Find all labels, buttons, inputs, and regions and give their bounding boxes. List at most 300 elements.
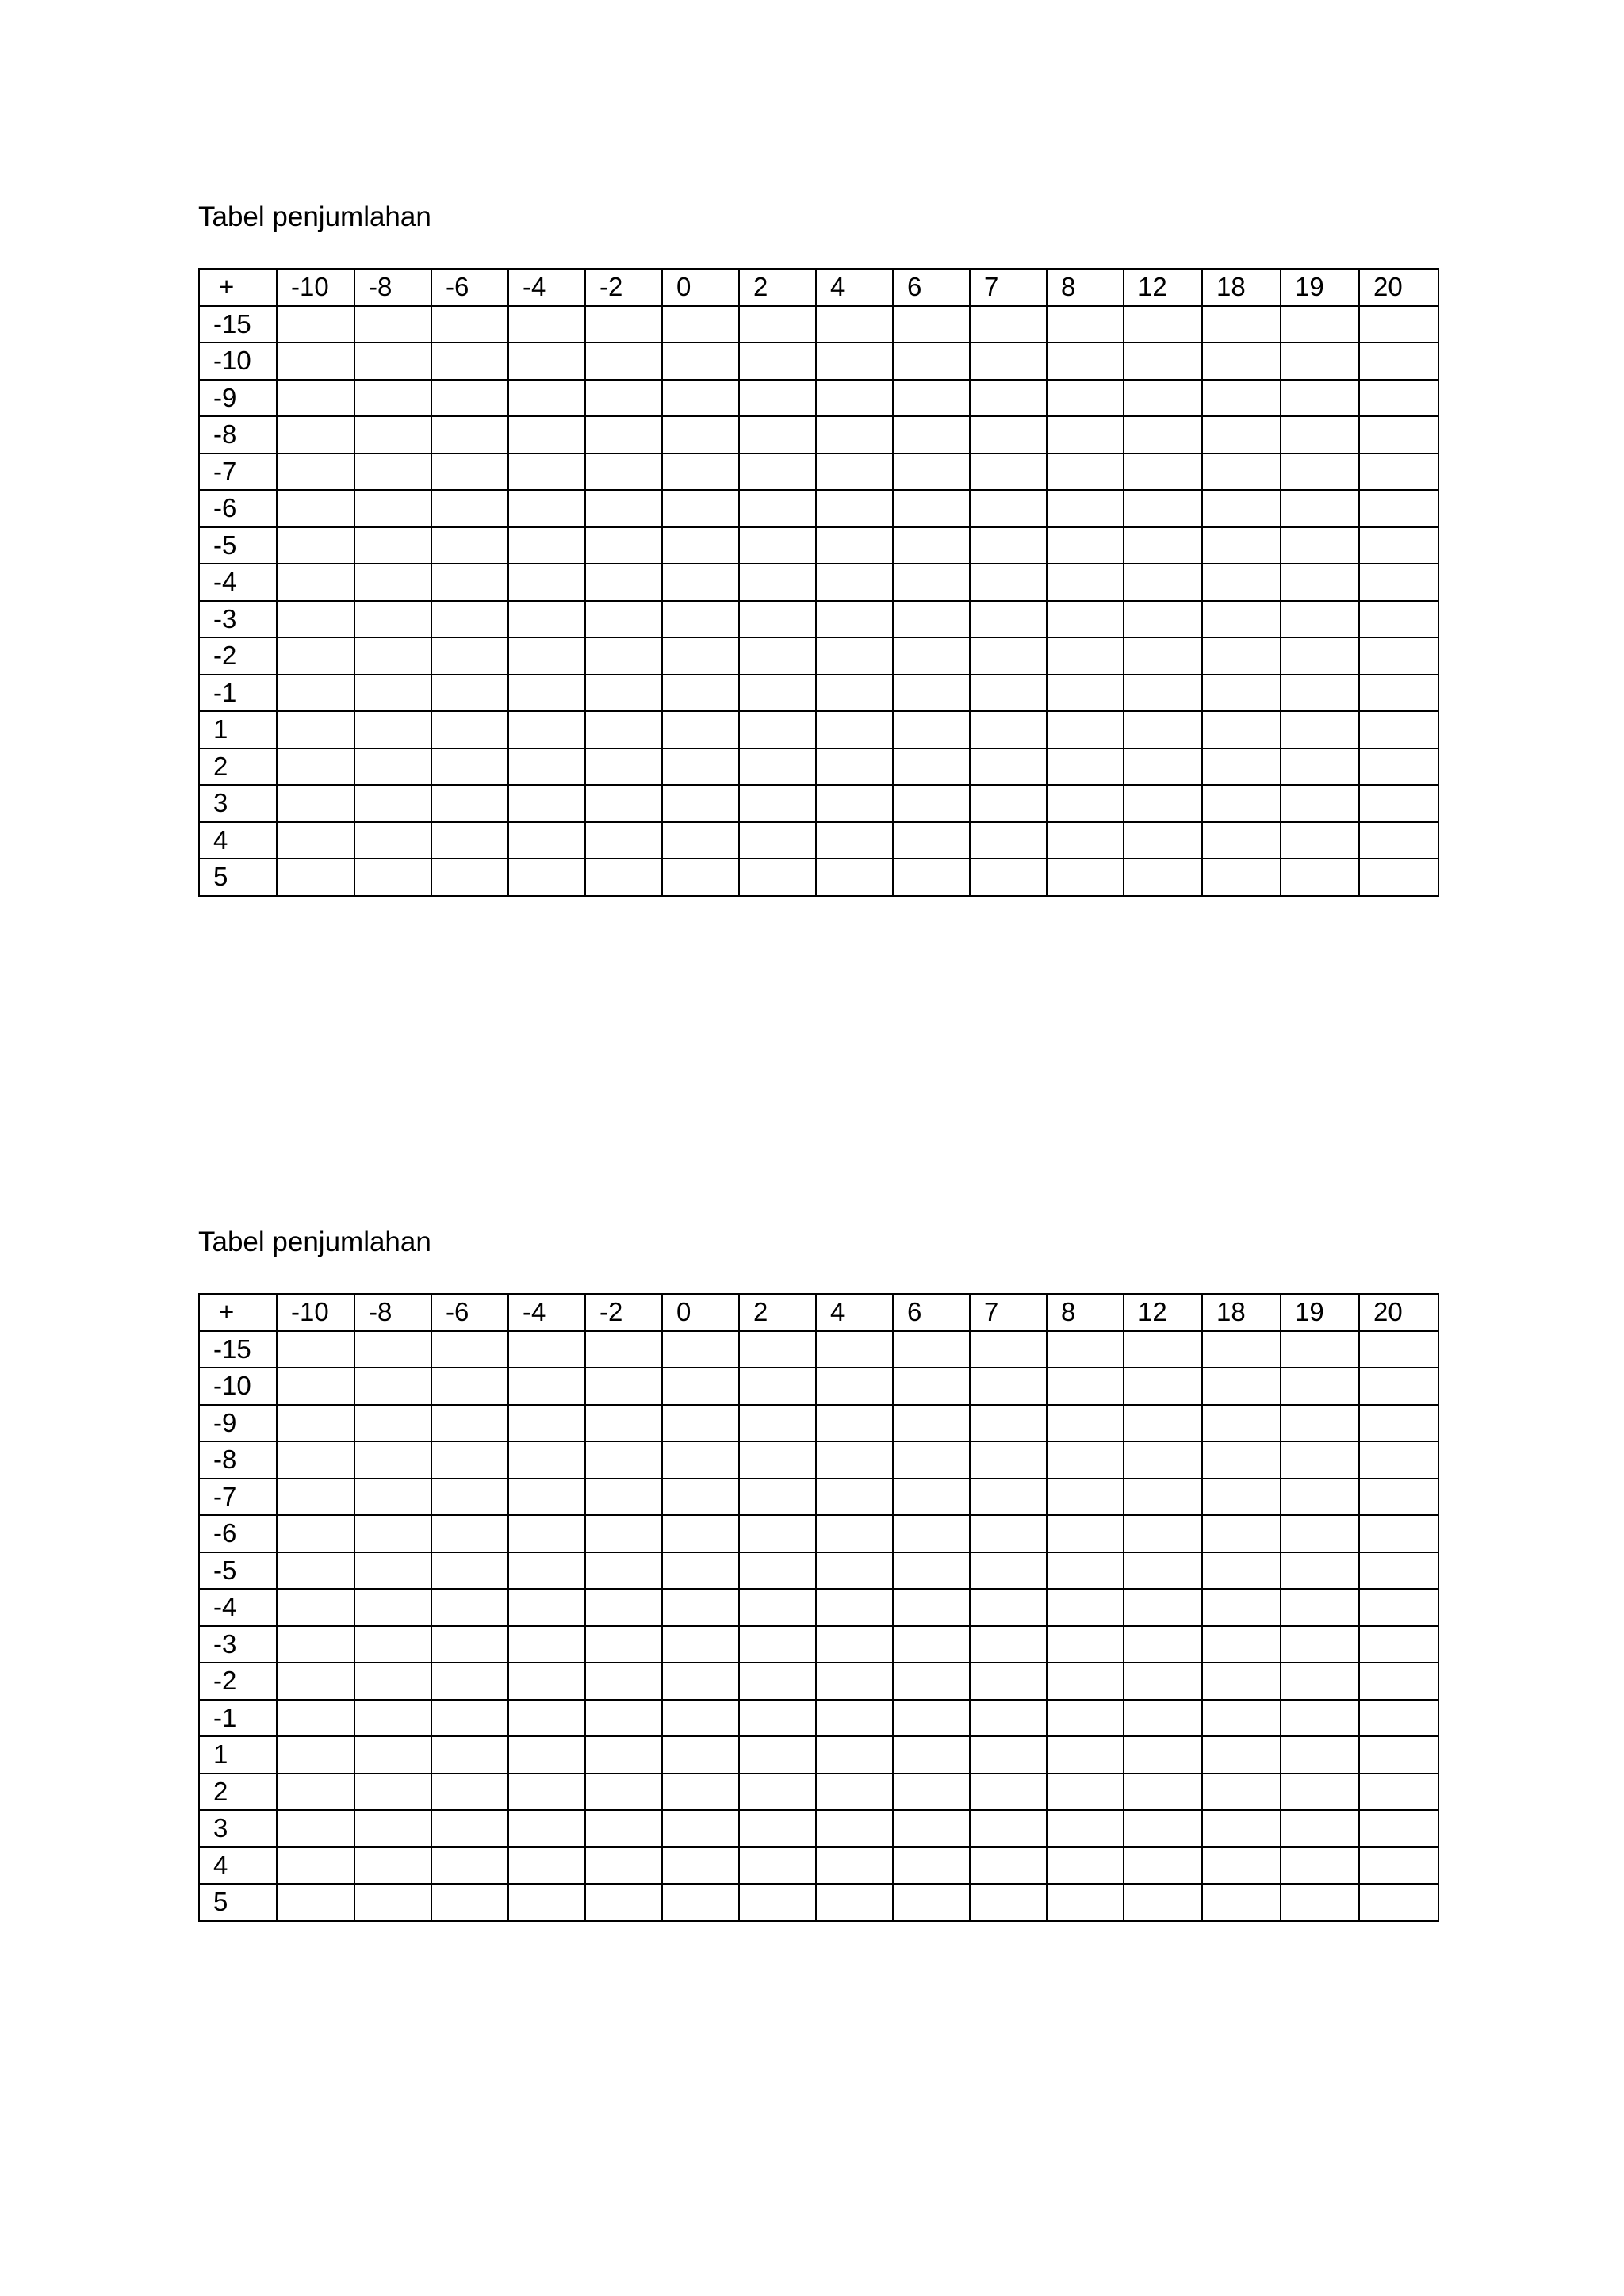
answer-cell (277, 1626, 354, 1663)
answer-cell (1281, 637, 1359, 675)
answer-cell (1281, 527, 1359, 564)
table-row (199, 1552, 1438, 1590)
answer-cell (1359, 1515, 1438, 1552)
answer-cell (1047, 1736, 1124, 1774)
answer-cell (585, 490, 662, 527)
answer-cell (1047, 1810, 1124, 1847)
answer-cell (585, 1368, 662, 1405)
column-header: 7 (970, 269, 1047, 306)
answer-cell (1202, 601, 1281, 638)
answer-cell (739, 1626, 816, 1663)
answer-cell (1359, 675, 1438, 712)
answer-cell (662, 1626, 739, 1663)
operator-cell: + (199, 1294, 277, 1331)
answer-cell (431, 675, 508, 712)
answer-cell (1281, 1847, 1359, 1885)
answer-cell (1124, 1368, 1202, 1405)
operator-cell: + (199, 269, 277, 306)
table-row (199, 1479, 1438, 1516)
answer-cell (970, 416, 1047, 453)
answer-cell (970, 1663, 1047, 1700)
answer-cell (508, 1589, 585, 1626)
answer-cell (970, 859, 1047, 896)
answer-cell (893, 1589, 970, 1626)
answer-cell (1202, 490, 1281, 527)
answer-cell (816, 453, 893, 491)
answer-cell (816, 785, 893, 822)
answer-cell (1202, 1700, 1281, 1737)
answer-cell (1124, 1552, 1202, 1590)
answer-cell (431, 859, 508, 896)
answer-cell (662, 1884, 739, 1921)
column-header: 8 (1047, 269, 1124, 306)
answer-cell (1047, 1368, 1124, 1405)
row-header: -3 (199, 601, 277, 638)
answer-cell (816, 380, 893, 417)
answer-cell (1047, 380, 1124, 417)
answer-cell (354, 1847, 431, 1885)
table-row (199, 637, 1438, 675)
answer-cell (585, 1552, 662, 1590)
answer-cell (1359, 637, 1438, 675)
answer-cell (893, 1700, 970, 1737)
answer-cell (662, 1552, 739, 1590)
answer-cell (662, 637, 739, 675)
answer-cell (1281, 601, 1359, 638)
answer-cell (1359, 1700, 1438, 1737)
answer-cell (277, 1774, 354, 1811)
answer-cell (431, 1736, 508, 1774)
table-row (199, 859, 1438, 896)
answer-cell (431, 1331, 508, 1368)
row-header: -4 (199, 1589, 277, 1626)
answer-cell (431, 380, 508, 417)
answer-cell (970, 1479, 1047, 1516)
answer-cell (1281, 711, 1359, 748)
answer-cell (1359, 1663, 1438, 1700)
answer-cell (431, 1479, 508, 1516)
answer-cell (739, 1331, 816, 1368)
answer-cell (1047, 342, 1124, 380)
answer-cell (970, 1774, 1047, 1811)
answer-cell (431, 748, 508, 786)
answer-cell (508, 1552, 585, 1590)
answer-cell (431, 527, 508, 564)
column-header: 20 (1359, 269, 1438, 306)
answer-cell (277, 1884, 354, 1921)
answer-cell (508, 564, 585, 601)
row-header: -6 (199, 1515, 277, 1552)
row-header: 2 (199, 748, 277, 786)
answer-cell (1047, 1663, 1124, 1700)
answer-cell (431, 1663, 508, 1700)
answer-cell (1124, 306, 1202, 343)
answer-cell (970, 785, 1047, 822)
answer-cell (1124, 490, 1202, 527)
answer-cell (893, 342, 970, 380)
column-header: 12 (1124, 269, 1202, 306)
answer-cell (739, 822, 816, 859)
answer-cell (1202, 416, 1281, 453)
answer-cell (893, 711, 970, 748)
answer-cell (1359, 453, 1438, 491)
row-header: -1 (199, 1700, 277, 1737)
answer-cell (431, 785, 508, 822)
answer-cell (508, 1736, 585, 1774)
answer-cell (1124, 1479, 1202, 1516)
answer-cell (893, 490, 970, 527)
answer-cell (431, 1774, 508, 1811)
answer-cell (431, 1847, 508, 1885)
answer-cell (893, 1847, 970, 1885)
row-header: 3 (199, 785, 277, 822)
answer-cell (1202, 711, 1281, 748)
answer-cell (739, 675, 816, 712)
answer-cell (1124, 1331, 1202, 1368)
column-header: -8 (354, 269, 431, 306)
answer-cell (1359, 1331, 1438, 1368)
table-row (199, 453, 1438, 491)
row-header: -10 (199, 342, 277, 380)
answer-cell (1124, 453, 1202, 491)
answer-cell (816, 1884, 893, 1921)
answer-cell (1359, 1441, 1438, 1479)
answer-cell (431, 637, 508, 675)
answer-cell (354, 1700, 431, 1737)
answer-cell (893, 785, 970, 822)
answer-cell (1281, 1626, 1359, 1663)
row-header: -1 (199, 675, 277, 712)
answer-cell (1124, 527, 1202, 564)
answer-cell (354, 1441, 431, 1479)
table-row (199, 1736, 1438, 1774)
answer-cell (970, 490, 1047, 527)
answer-cell (1281, 1700, 1359, 1737)
answer-cell (739, 1736, 816, 1774)
answer-cell (277, 785, 354, 822)
answer-cell (662, 1405, 739, 1442)
answer-cell (1202, 1405, 1281, 1442)
answer-cell (508, 1810, 585, 1847)
answer-cell (1124, 1810, 1202, 1847)
answer-cell (431, 1405, 508, 1442)
table-row (199, 342, 1438, 380)
answer-cell (893, 380, 970, 417)
answer-cell (816, 1405, 893, 1442)
answer-cell (816, 637, 893, 675)
row-header: -5 (199, 1552, 277, 1590)
answer-cell (662, 1368, 739, 1405)
answer-cell (1359, 1884, 1438, 1921)
answer-cell (739, 711, 816, 748)
answer-cell (816, 564, 893, 601)
answer-cell (970, 342, 1047, 380)
column-header: 8 (1047, 1294, 1124, 1331)
answer-cell (739, 490, 816, 527)
answer-cell (277, 1663, 354, 1700)
answer-cell (277, 306, 354, 343)
answer-cell (970, 1736, 1047, 1774)
answer-cell (1202, 1441, 1281, 1479)
answer-cell (739, 1847, 816, 1885)
table-row (199, 1626, 1438, 1663)
answer-cell (816, 1774, 893, 1811)
answer-cell (354, 822, 431, 859)
answer-cell (431, 1515, 508, 1552)
row-header: 2 (199, 1774, 277, 1811)
row-header: -15 (199, 1331, 277, 1368)
column-header: -2 (585, 1294, 662, 1331)
answer-cell (1359, 416, 1438, 453)
answer-cell (508, 1405, 585, 1442)
column-header: -4 (508, 269, 585, 306)
answer-cell (893, 1552, 970, 1590)
answer-cell (893, 675, 970, 712)
answer-cell (1124, 748, 1202, 786)
answer-cell (354, 1515, 431, 1552)
answer-cell (431, 1700, 508, 1737)
answer-cell (1281, 564, 1359, 601)
answer-cell (816, 711, 893, 748)
answer-cell (354, 1405, 431, 1442)
answer-cell (277, 1515, 354, 1552)
answer-cell (1281, 1736, 1359, 1774)
answer-cell (1359, 342, 1438, 380)
answer-cell (1202, 1736, 1281, 1774)
answer-cell (970, 1700, 1047, 1737)
answer-cell (970, 380, 1047, 417)
answer-cell (970, 637, 1047, 675)
answer-cell (970, 1515, 1047, 1552)
answer-cell (277, 416, 354, 453)
answer-cell (816, 1589, 893, 1626)
answer-cell (970, 1331, 1047, 1368)
answer-cell (431, 822, 508, 859)
answer-cell (585, 822, 662, 859)
answer-cell (816, 1479, 893, 1516)
answer-cell (277, 1589, 354, 1626)
answer-cell (354, 416, 431, 453)
answer-cell (970, 306, 1047, 343)
answer-cell (816, 748, 893, 786)
answer-cell (354, 859, 431, 896)
answer-cell (354, 1884, 431, 1921)
answer-cell (585, 306, 662, 343)
answer-cell (739, 564, 816, 601)
answer-cell (277, 1368, 354, 1405)
answer-cell (816, 416, 893, 453)
answer-cell (1124, 601, 1202, 638)
answer-cell (1124, 859, 1202, 896)
column-header: 6 (893, 1294, 970, 1331)
table-row (199, 1368, 1438, 1405)
answer-cell (1359, 601, 1438, 638)
answer-cell (893, 1663, 970, 1700)
answer-cell (354, 1479, 431, 1516)
answer-cell (1047, 1700, 1124, 1737)
answer-cell (893, 1626, 970, 1663)
answer-cell (508, 675, 585, 712)
answer-cell (816, 342, 893, 380)
answer-cell (970, 1810, 1047, 1847)
answer-cell (354, 1552, 431, 1590)
answer-cell (662, 1663, 739, 1700)
answer-cell (508, 1479, 585, 1516)
table-row (199, 380, 1438, 417)
answer-cell (1124, 1589, 1202, 1626)
answer-cell (354, 675, 431, 712)
answer-cell (739, 1441, 816, 1479)
answer-cell (816, 1331, 893, 1368)
row-header: -6 (199, 490, 277, 527)
answer-cell (1202, 1552, 1281, 1590)
answer-cell (1281, 748, 1359, 786)
answer-cell (1359, 1626, 1438, 1663)
column-header: 0 (662, 269, 739, 306)
answer-cell (893, 859, 970, 896)
answer-cell (508, 1700, 585, 1737)
column-header: 19 (1281, 1294, 1359, 1331)
answer-cell (431, 342, 508, 380)
answer-cell (1124, 1663, 1202, 1700)
answer-cell (1047, 564, 1124, 601)
answer-cell (508, 1884, 585, 1921)
column-header: 20 (1359, 1294, 1438, 1331)
answer-cell (893, 822, 970, 859)
table-row (199, 1810, 1438, 1847)
answer-cell (354, 1736, 431, 1774)
row-header: 3 (199, 1810, 277, 1847)
answer-cell (893, 1405, 970, 1442)
answer-cell (508, 527, 585, 564)
table-row (199, 1331, 1438, 1368)
answer-cell (1202, 1884, 1281, 1921)
answer-cell (970, 1405, 1047, 1442)
answer-cell (508, 1663, 585, 1700)
answer-cell (585, 601, 662, 638)
answer-cell (816, 1663, 893, 1700)
answer-cell (893, 1479, 970, 1516)
answer-cell (1359, 1589, 1438, 1626)
answer-cell (1281, 1884, 1359, 1921)
answer-cell (739, 785, 816, 822)
answer-cell (1202, 1589, 1281, 1626)
answer-cell (816, 1810, 893, 1847)
answer-cell (431, 1810, 508, 1847)
answer-cell (585, 637, 662, 675)
answer-cell (662, 711, 739, 748)
answer-cell (1202, 1774, 1281, 1811)
answer-cell (662, 748, 739, 786)
answer-cell (277, 601, 354, 638)
answer-cell (1281, 1479, 1359, 1516)
answer-cell (508, 1515, 585, 1552)
table-row (199, 306, 1438, 343)
column-header: 4 (816, 269, 893, 306)
answer-cell (816, 1368, 893, 1405)
table-row (199, 1700, 1438, 1737)
column-header: 12 (1124, 1294, 1202, 1331)
answer-cell (277, 1700, 354, 1737)
answer-cell (1124, 342, 1202, 380)
answer-cell (970, 1626, 1047, 1663)
answer-cell (431, 564, 508, 601)
answer-cell (739, 637, 816, 675)
answer-cell (354, 1663, 431, 1700)
answer-cell (662, 1441, 739, 1479)
row-header: -8 (199, 1441, 277, 1479)
table-row (199, 564, 1438, 601)
answer-cell (1124, 1736, 1202, 1774)
answer-cell (277, 748, 354, 786)
table-row (199, 490, 1438, 527)
answer-cell (1281, 380, 1359, 417)
row-header: -2 (199, 1663, 277, 1700)
answer-cell (893, 1736, 970, 1774)
answer-cell (1359, 380, 1438, 417)
answer-cell (431, 601, 508, 638)
answer-cell (585, 564, 662, 601)
answer-cell (585, 785, 662, 822)
row-header: 4 (199, 1847, 277, 1885)
answer-cell (739, 1774, 816, 1811)
answer-cell (508, 1847, 585, 1885)
answer-cell (893, 527, 970, 564)
answer-cell (508, 1626, 585, 1663)
answer-cell (1202, 859, 1281, 896)
answer-cell (585, 527, 662, 564)
answer-cell (816, 490, 893, 527)
answer-cell (354, 1368, 431, 1405)
column-header: -10 (277, 269, 354, 306)
answer-cell (662, 1589, 739, 1626)
answer-cell (1202, 380, 1281, 417)
answer-cell (662, 859, 739, 896)
column-header: -4 (508, 1294, 585, 1331)
answer-cell (585, 1515, 662, 1552)
answer-cell (277, 1847, 354, 1885)
answer-cell (816, 675, 893, 712)
answer-cell (662, 380, 739, 417)
answer-cell (1047, 1515, 1124, 1552)
row-header: -9 (199, 1405, 277, 1442)
answer-cell (585, 380, 662, 417)
answer-cell (1359, 1774, 1438, 1811)
column-header: 18 (1202, 269, 1281, 306)
table-row (199, 675, 1438, 712)
answer-cell (277, 675, 354, 712)
table-row (199, 1441, 1438, 1479)
column-header: -8 (354, 1294, 431, 1331)
answer-cell (662, 601, 739, 638)
answer-cell (508, 1774, 585, 1811)
answer-cell (1124, 1884, 1202, 1921)
answer-cell (1359, 748, 1438, 786)
answer-cell (1047, 822, 1124, 859)
answer-cell (662, 306, 739, 343)
answer-cell (431, 711, 508, 748)
answer-cell (277, 527, 354, 564)
column-header: 0 (662, 1294, 739, 1331)
answer-cell (1047, 1479, 1124, 1516)
answer-cell (585, 1774, 662, 1811)
answer-cell (1281, 490, 1359, 527)
answer-cell (354, 527, 431, 564)
answer-cell (277, 1331, 354, 1368)
answer-cell (662, 1736, 739, 1774)
answer-cell (739, 1515, 816, 1552)
answer-cell (431, 416, 508, 453)
